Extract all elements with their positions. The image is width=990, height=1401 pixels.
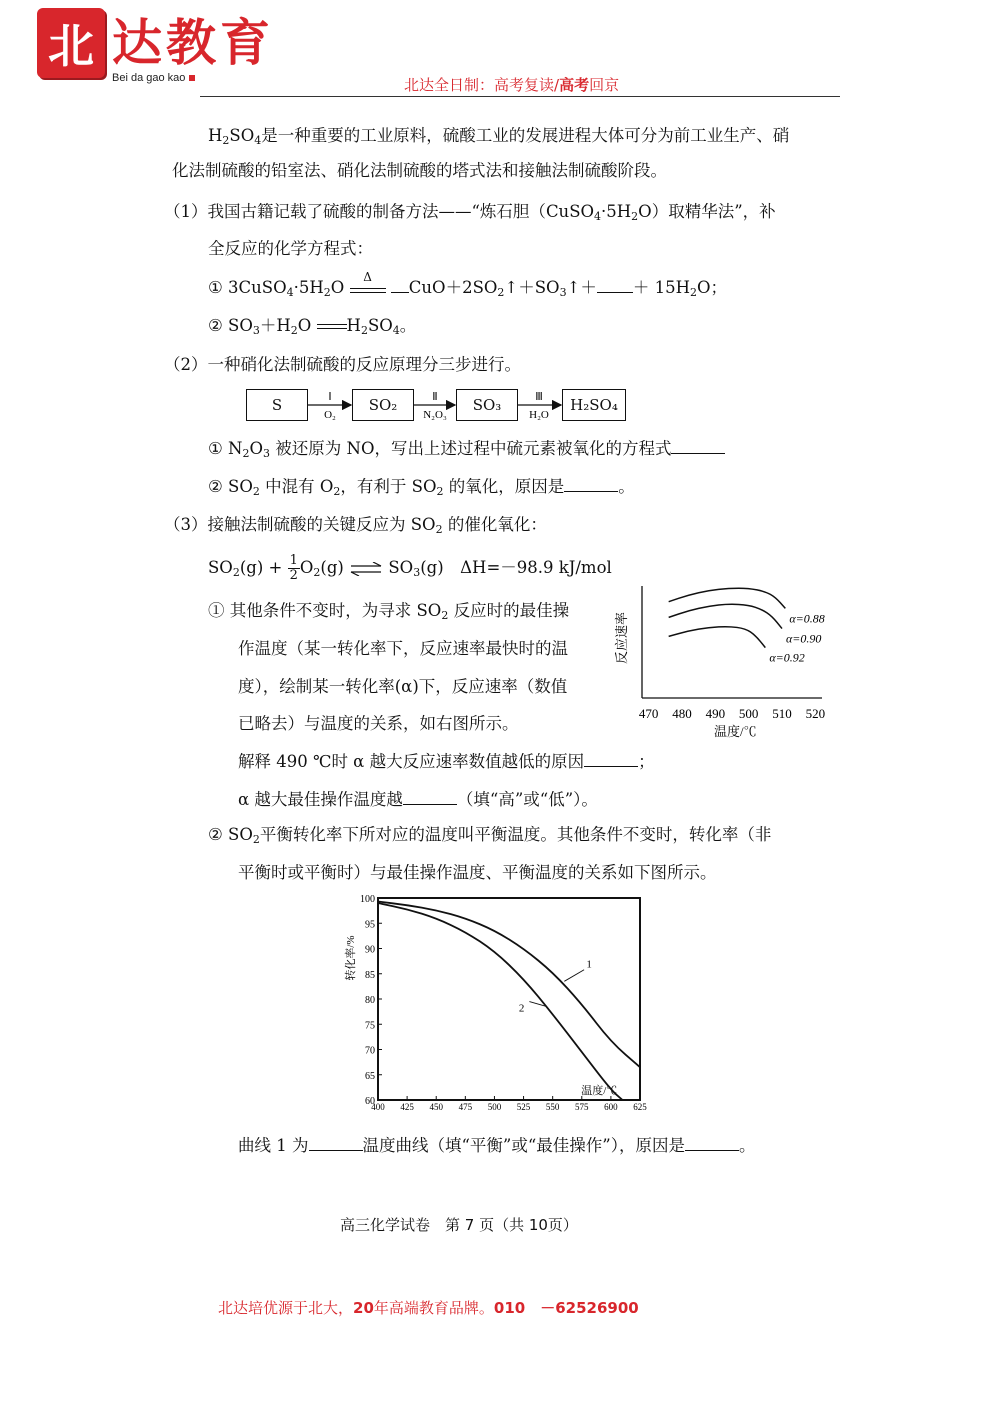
y-tick-label: 95 — [365, 919, 375, 931]
y-axis-label: 转化率/% — [345, 935, 357, 981]
q3-p1-line-4: 已略去）与温度的关系，如右图所示。 — [238, 714, 519, 733]
q3-p1-line-1: ① 其他条件不变时，为寻求 $SO_2$ 反应时的最佳操 — [208, 601, 570, 622]
logo-mark: 北 — [37, 8, 105, 78]
q3-p1-line-6: α 越大最佳操作温度越 （填“高”或“低”）。 — [238, 790, 598, 809]
q3-p1-line-2: 作温度（某一转化率下，反应速率最快时的温 — [238, 639, 568, 658]
y-tick-label: 60 — [365, 1096, 375, 1107]
header-slogan: 北达全日制：高考复读/高考回京 — [404, 76, 620, 94]
q1-equation-2: ② $SO_3+H_2O$ $H_2SO_4$。 — [208, 316, 417, 337]
series-label: α=0.90 — [786, 631, 822, 646]
q2-title: （2）一种硝化法制硫酸的反应原理分三步进行。 — [164, 355, 521, 374]
x-tick-label: 480 — [672, 706, 692, 721]
q3-p2-line-1: ② $SO_2$平衡转化率下所对应的温度叫平衡温度。其他条件不变时，转化率（非 — [208, 825, 772, 846]
x-tick-label: 600 — [604, 1102, 618, 1112]
rate-vs-temperature-chart — [606, 580, 846, 740]
blank — [685, 1150, 739, 1151]
plot-frame — [378, 898, 640, 1100]
x-tick-label: 490 — [705, 706, 726, 721]
q3-p1-line-3: 度），绘制某一转化率(α)下，反应速率（数值 — [238, 677, 568, 696]
leader-line — [564, 970, 584, 982]
x-tick-label: 550 — [545, 1102, 560, 1112]
heat-symbol: Δ — [363, 270, 372, 284]
flow-node-so3: SO₃ — [456, 389, 518, 421]
blank — [391, 292, 409, 293]
page-number: 高三化学试卷 第 7 页（共 10页） — [340, 1216, 578, 1234]
x-axis-label: 温度/℃ — [714, 724, 757, 739]
x-tick-label: 525 — [516, 1102, 531, 1112]
q3-last-line: 曲线 1 为 温度曲线（填“平衡”或“最佳操作”），原因是 。 — [238, 1136, 756, 1155]
blank — [584, 766, 638, 767]
series-label: α=0.92 — [769, 650, 805, 665]
conversion-vs-temperature-chart — [330, 888, 660, 1128]
q1-line-1: （1）我国古籍记载了硫酸的制备方法——“炼石胆$(CuSO_4\cdot 5H_2O)$取精华法”，补 — [164, 202, 776, 223]
x-tick-label: 425 — [400, 1102, 414, 1112]
blank — [564, 491, 618, 492]
x-tick-label: 500 — [487, 1102, 502, 1112]
x-tick-label: 475 — [458, 1102, 473, 1112]
x-tick-label: 510 — [772, 706, 792, 721]
y-tick-label: 65 — [365, 1070, 375, 1082]
x-tick-label: 470 — [638, 706, 659, 721]
step1-reagent: O₂ — [324, 409, 336, 421]
x-tick-label: 450 — [429, 1102, 443, 1112]
flow-node-h2so4: H₂SO₄ — [562, 389, 626, 421]
series-line — [669, 588, 786, 608]
footer-advert: 北达培优源于北大，20年高端教育品牌。010 －62526900 — [218, 1299, 639, 1317]
q3-equation: $SO_2(g)$ + $\frac{1}{2}$ $O_2(g)$ $SO_3(g)$ ΔH=－98.9 kJ/mol — [208, 553, 612, 583]
x-tick-label: 520 — [805, 706, 826, 721]
y-tick-label: 85 — [365, 969, 375, 981]
y-tick-label: 70 — [365, 1045, 375, 1057]
x-tick-label: 500 — [738, 706, 759, 721]
intro-line-2: 化法制硫酸的铅室法、硝化法制硫酸的塔式法和接触法制硫酸阶段。 — [172, 161, 667, 180]
y-tick-label: 100 — [360, 894, 375, 905]
y-tick-label: 80 — [365, 995, 375, 1006]
x-tick-label: 575 — [575, 1102, 589, 1112]
q2-sub-1: ① $N_2O_3$ 被还原为 NO，写出上述过程中硫元素被氧化的方程式 — [208, 437, 725, 461]
q2-sub-2: ② $SO_2$ 中混有 $O_2$，有利于 $SO_2$ 的氧化，原因是 。 — [208, 477, 635, 498]
step3-label: Ⅲ — [535, 391, 543, 403]
blank — [403, 804, 457, 805]
series-line — [669, 627, 766, 648]
blank — [671, 453, 725, 454]
flow-diagram — [246, 386, 626, 426]
step1-label: Ⅰ — [328, 391, 332, 403]
y-tick-label: 75 — [365, 1020, 375, 1032]
logo-subtitle: Bei da gao kao — [112, 72, 195, 84]
x-tick-label: 625 — [633, 1102, 647, 1112]
logo-name: 达教育 — [112, 13, 274, 72]
blank — [597, 292, 633, 293]
series-line — [378, 903, 623, 1100]
q1-equation-1: ① $3CuSO_4\cdot 5H_2O$ Δ $CuO+2SO_2↑+SO_3↑+ + 15H_2O$； — [208, 276, 727, 300]
equilibrium-arrows — [349, 562, 383, 576]
flow-arrows — [246, 386, 626, 426]
y-tick-label: 90 — [365, 944, 375, 956]
step3-reagent: H₂O — [529, 409, 549, 421]
y-axis-label: 反应速率 — [614, 611, 629, 665]
series-line — [378, 902, 640, 1068]
step2-reagent: N₂O₃ — [423, 409, 447, 421]
q3-title: （3）接触法制硫酸的关键反应为 $SO_2$ 的催化氧化： — [164, 515, 547, 536]
blank — [309, 1150, 363, 1151]
q3-p2-line-2: 平衡时或平衡时）与最佳操作温度、平衡温度的关系如下图所示。 — [238, 863, 717, 882]
x-tick-label: 400 — [371, 1102, 385, 1112]
step2-label: Ⅱ — [432, 391, 438, 403]
flow-node-s: S — [246, 389, 308, 421]
q1-line-2: 全反应的化学方程式： — [208, 239, 373, 258]
series-label: 2 — [518, 1002, 525, 1015]
series-label: α=0.88 — [789, 611, 825, 626]
header-divider — [200, 96, 840, 97]
x-axis-label: 温度/℃ — [581, 1085, 618, 1097]
q3-p1-line-5: 解释 490 ℃时 α 越大反应速率数值越低的原因 ； — [238, 752, 655, 771]
flow-node-so2: SO₂ — [352, 389, 414, 421]
intro-line-1: $H_2SO_4$是一种重要的工业原料，硫酸工业的发展进程大体可分为前工业生产、硝 — [208, 126, 790, 147]
series-label: 1 — [586, 958, 592, 971]
series-line — [669, 604, 782, 628]
